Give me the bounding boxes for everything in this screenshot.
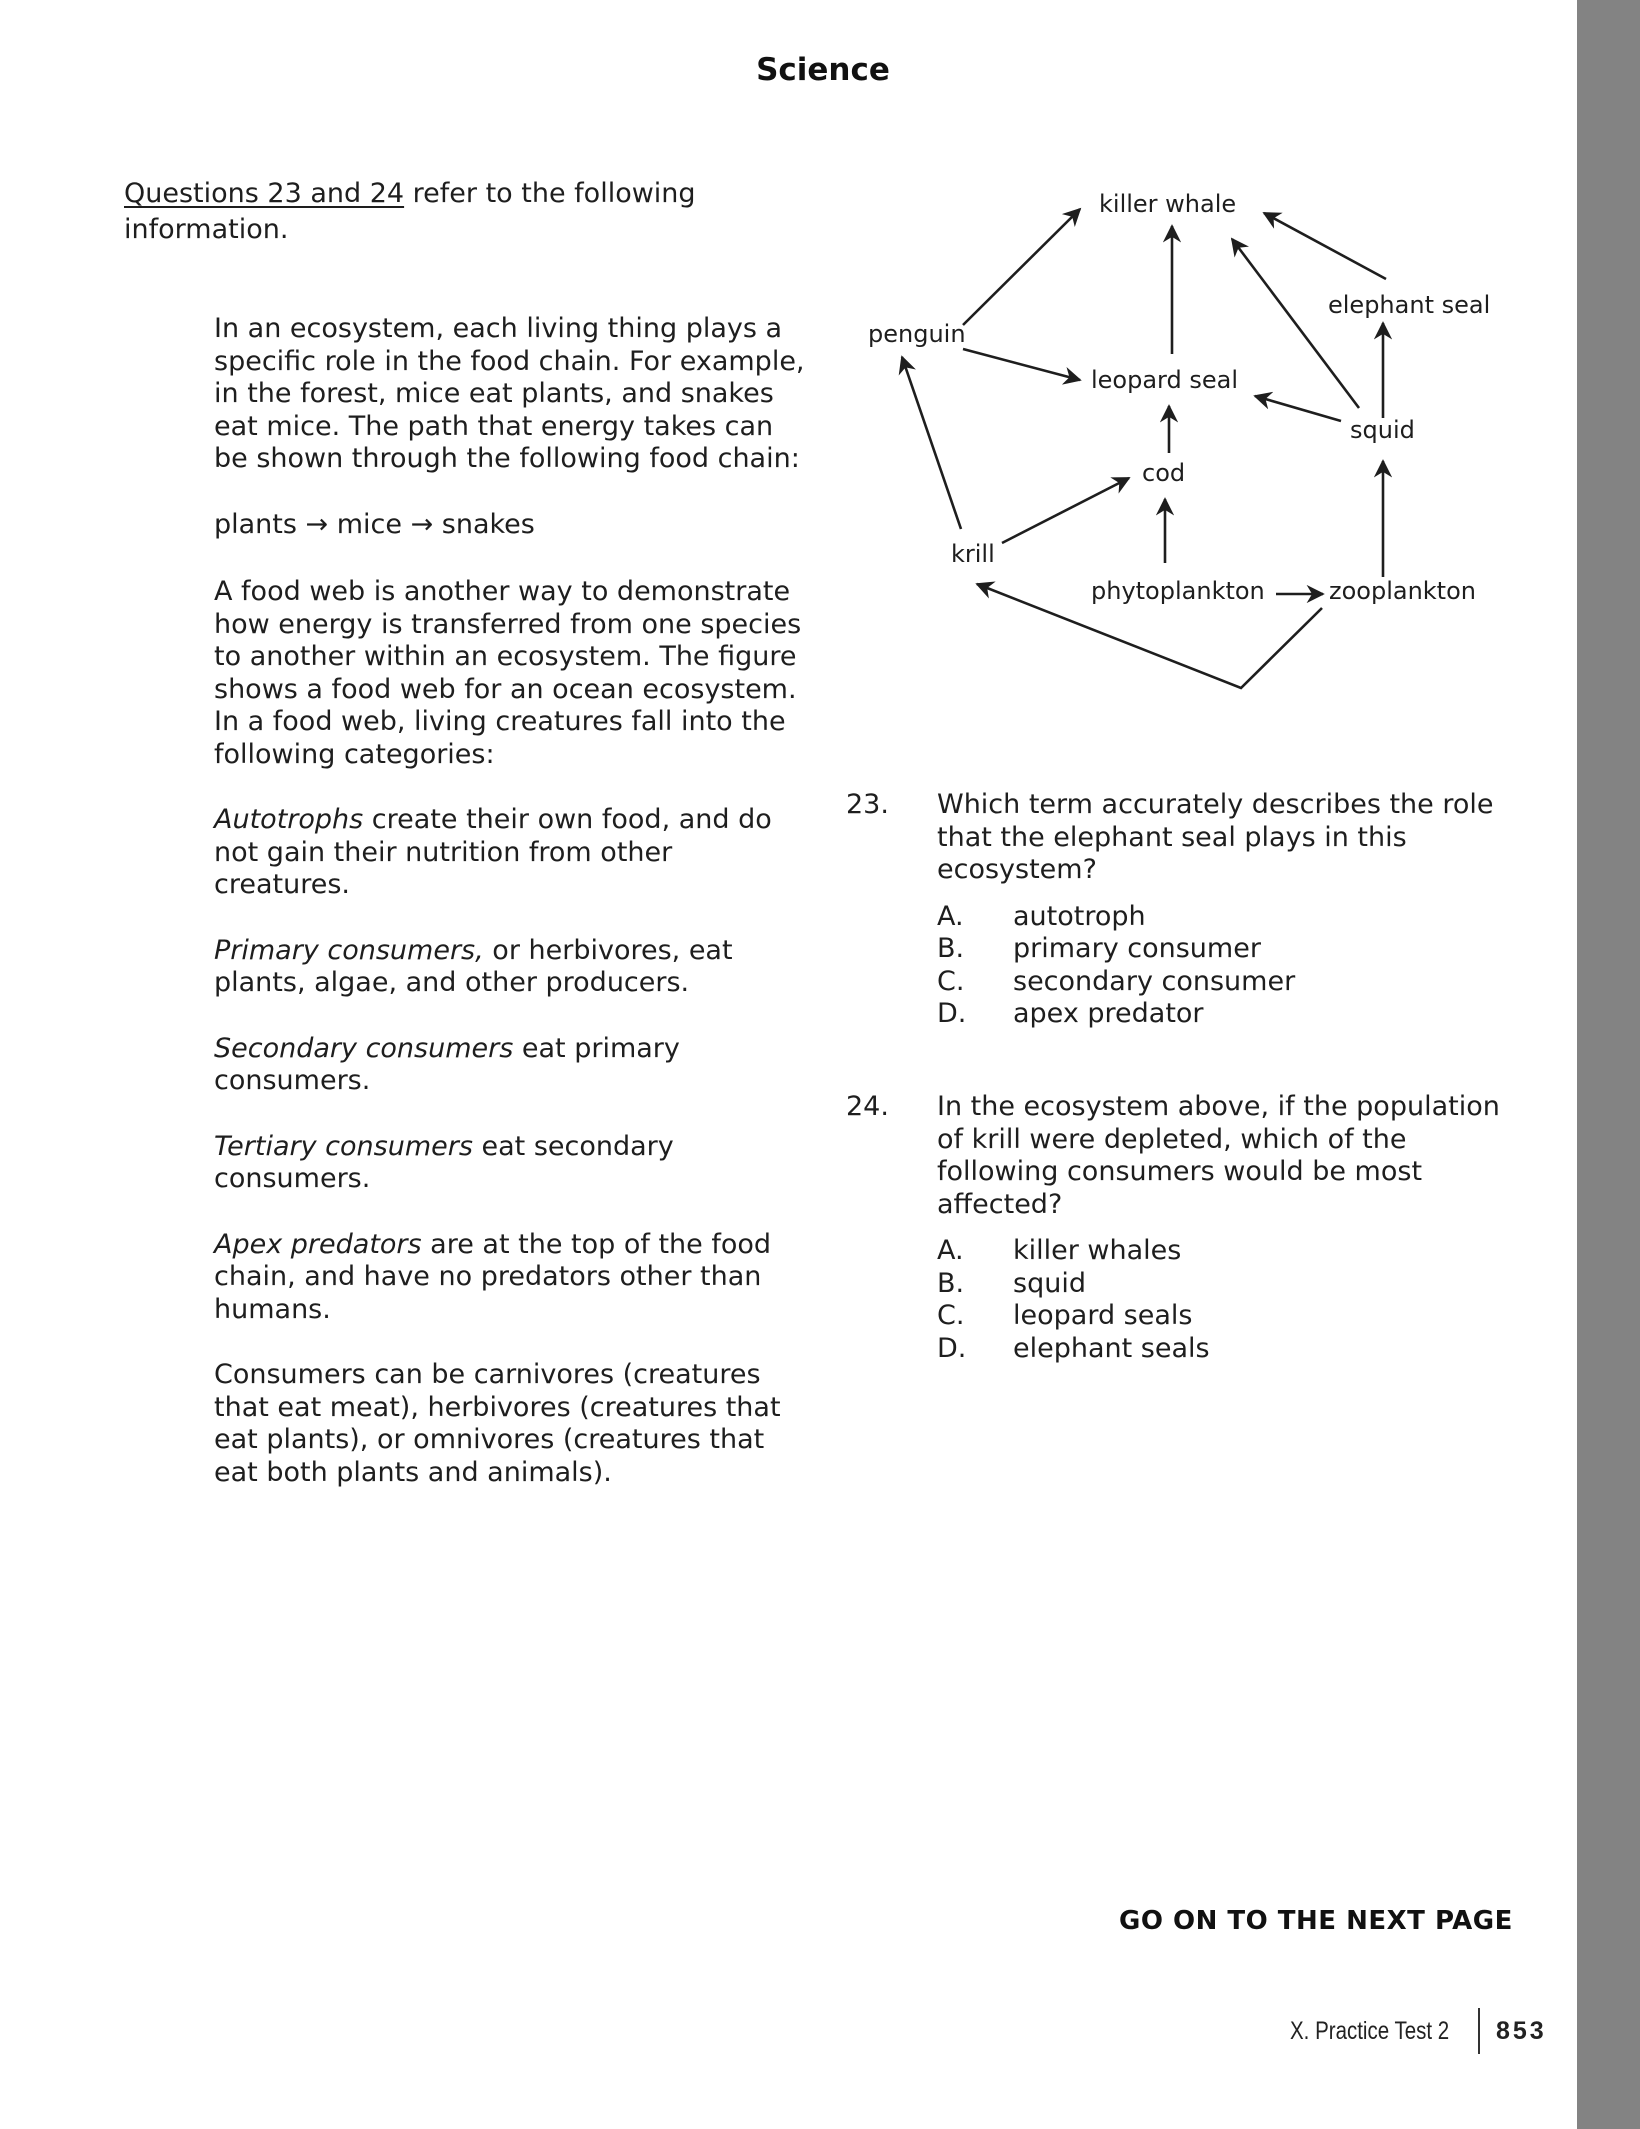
question-stem: Which term accurately describes the role that the elephant seal plays in this ecosystem? <box>937 789 1494 885</box>
answer-option-d[interactable]: D. elephant seals <box>937 1332 1210 1364</box>
page-title: Science <box>756 52 890 88</box>
node-squid: squid <box>1350 416 1415 444</box>
question-number: 24. <box>846 1091 889 1122</box>
definition-secondary-consumers: Secondary consumers eat primary consumers. <box>214 1032 680 1096</box>
answer-option-d[interactable]: D. apex predator <box>937 998 1204 1029</box>
answer-option-a[interactable]: A. killer whales <box>937 1235 1182 1266</box>
page-footer <box>1290 2008 1547 2054</box>
node-krill: krill <box>951 540 995 568</box>
answer-option-c[interactable]: C. leopard seals <box>937 1300 1193 1331</box>
node-leopard-seal: leopard seal <box>1091 366 1239 394</box>
arrow-krill-to-penguin <box>902 357 961 529</box>
reading-passage <box>214 313 814 1522</box>
arrow-elephant-seal-to-killer-whale <box>1264 213 1386 279</box>
node-cod: cod <box>1142 459 1186 487</box>
passage-paragraph: Consumers can be carnivores (creatures that eat meat), herbivores (creatures that eat plants), or omnivores (creatures that eat both plants and animals). <box>214 1359 781 1488</box>
arrow-penguin-to-leopard-seal <box>963 349 1080 380</box>
definition-tertiary-consumers: Tertiary consumers eat secondary consumers. <box>214 1130 674 1194</box>
arrow-zooplankton-to-krill <box>977 584 1322 688</box>
answer-option-b[interactable]: B. squid <box>937 1267 1086 1299</box>
question-number: 23. <box>846 789 889 820</box>
answer-option-b[interactable]: B. primary consumer <box>937 933 1261 964</box>
page-edge-bar <box>1577 0 1640 2129</box>
definition-primary-consumers: Primary consumers, or herbivores, eat plants, algae, and other producers. <box>214 934 733 998</box>
question-reference-text: refer to the following information. <box>124 178 696 245</box>
passage-paragraph: In an ecosystem, each living thing plays a specific role in the food chain. For example, in the forest, mice eat plants, and snakes eat mice. The path that energy takes can be shown through the following food chain: <box>214 313 805 474</box>
food-chain-example: plants → mice → snakes <box>214 508 535 540</box>
term: Tertiary consumers <box>214 1130 473 1162</box>
definition-apex-predators: Apex predators are at the top of the food chain, and have no predators other than humans. <box>214 1228 772 1325</box>
passage-paragraph: A food web is another way to demonstrate how energy is transferred from one species to another within an ecosystem. The figure shows a food web for an ocean ecosystem. In a food web, living creatures fall into the following categories: <box>214 576 802 770</box>
term: Secondary consumers <box>214 1032 514 1064</box>
section-label: X. Practice Test 2 <box>1290 2016 1450 2045</box>
footer-divider <box>1478 2008 1480 2054</box>
question-range: Questions 23 and 24 <box>124 178 405 209</box>
answer-options <box>937 901 1526 1031</box>
arrow-squid-to-killer-whale <box>1232 239 1359 408</box>
node-phytoplankton: phytoplankton <box>1091 577 1265 605</box>
question-reference <box>124 176 764 248</box>
node-elephant-seal: elephant seal <box>1328 291 1491 319</box>
node-killer-whale: killer whale <box>1099 190 1237 218</box>
go-on-notice: GO ON TO THE NEXT PAGE <box>1119 1906 1513 1936</box>
term: Apex predators <box>214 1228 422 1260</box>
page-number: 853 <box>1496 2016 1547 2045</box>
arrow-penguin-to-killer-whale <box>963 209 1080 325</box>
node-zooplankton: zooplankton <box>1329 577 1476 605</box>
answer-option-c[interactable]: C. secondary consumer <box>937 965 1296 997</box>
arrow-squid-to-leopard-seal <box>1255 396 1341 421</box>
answer-options <box>937 1235 1526 1365</box>
answer-option-a[interactable]: A. autotroph <box>937 900 1146 932</box>
term: Autotrophs <box>214 804 364 835</box>
definition-autotrophs: Autotrophs create their own food, and do not gain their nutrition from other creatures. <box>214 804 772 900</box>
node-penguin: penguin <box>868 320 966 348</box>
question-23 <box>846 789 1526 1031</box>
arrow-krill-to-cod <box>1002 478 1129 543</box>
question-24 <box>846 1091 1526 1365</box>
term: Primary consumers, <box>214 934 484 966</box>
question-stem: In the ecosystem above, if the population of krill were depleted, which of the following consumers would be most affected? <box>937 1091 1500 1220</box>
